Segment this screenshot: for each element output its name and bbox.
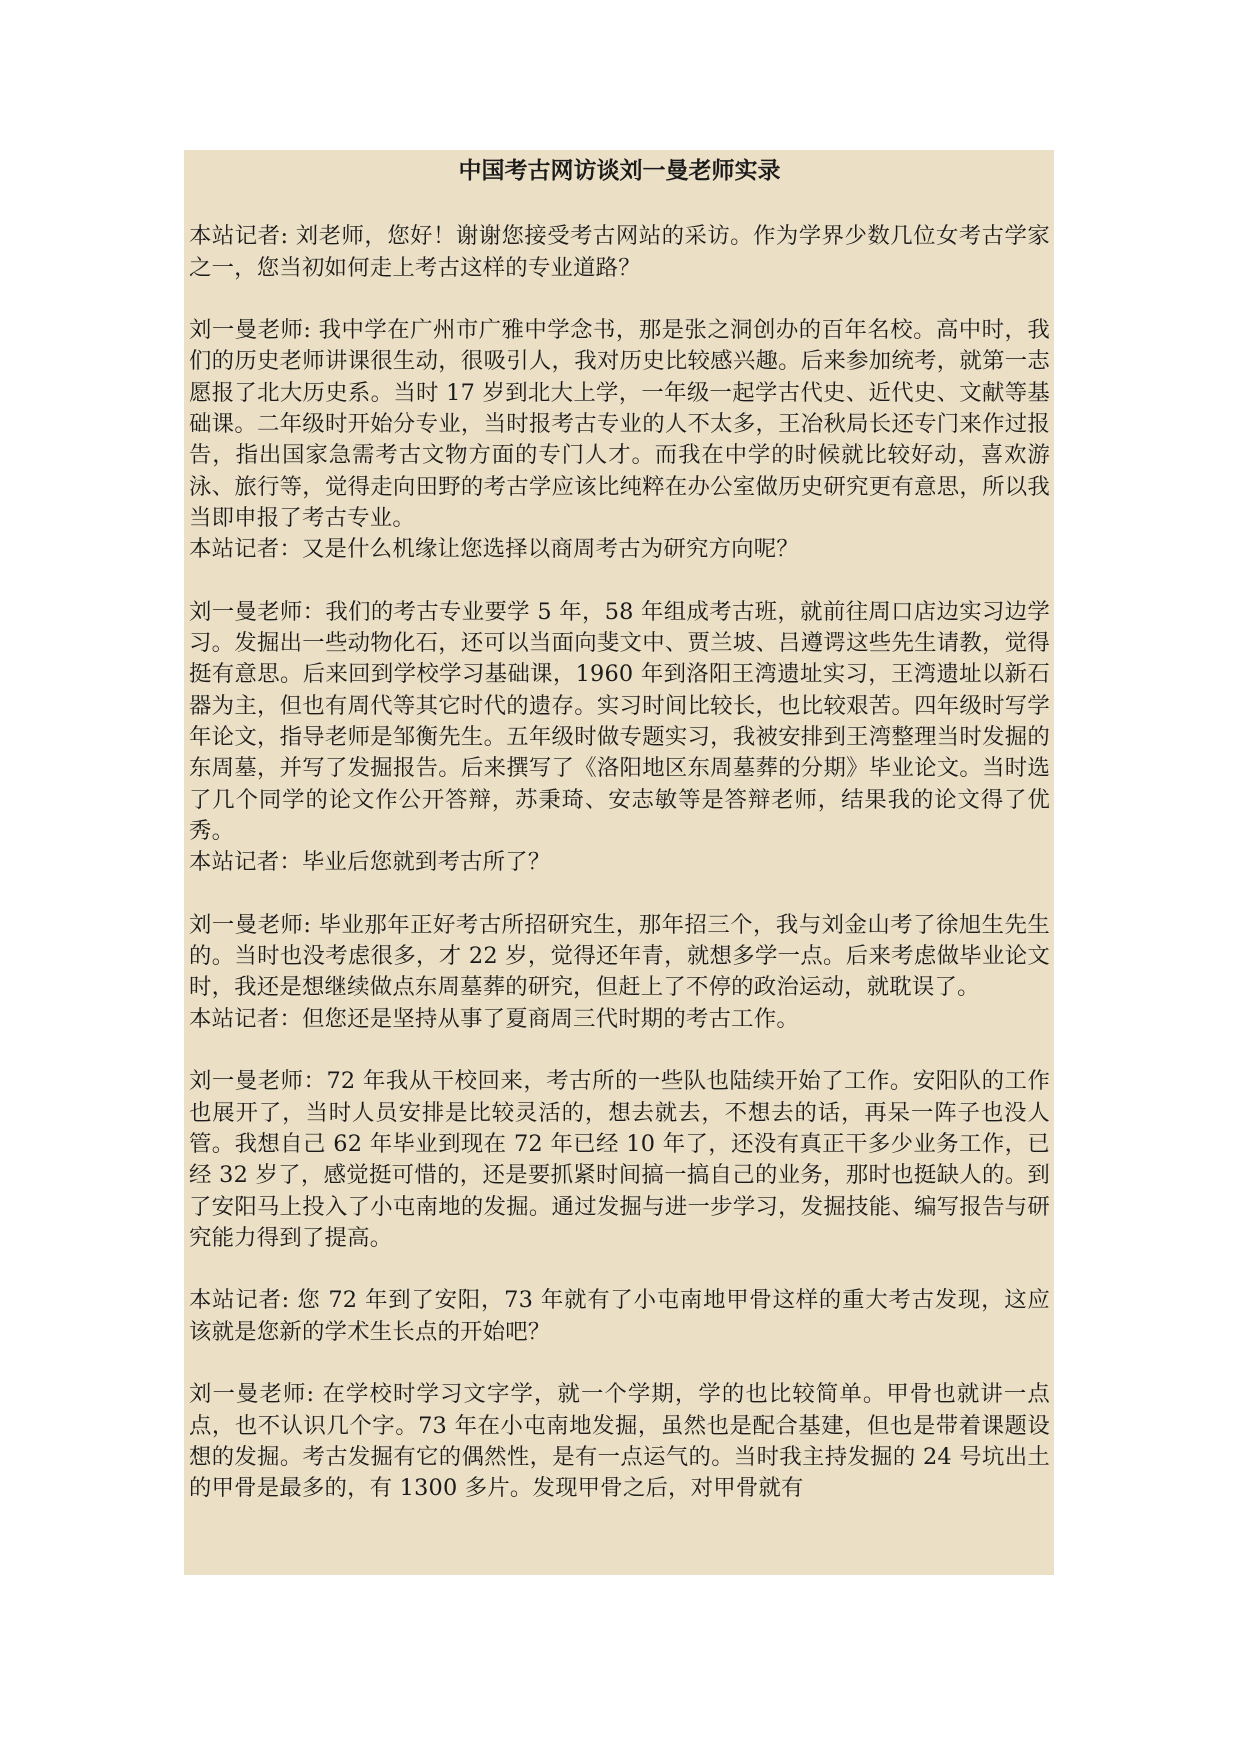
paragraph-gap — [189, 879, 1050, 910]
paragraph: 本站记者: 您 72 年到了安阳，73 年就有了小屯南地甲骨这样的重大考古发现，这应该就是您新的学术生长点的开始吧？ — [189, 1287, 1050, 1345]
paragraph-gap — [189, 1348, 1050, 1379]
document-body — [189, 190, 1050, 1504]
paragraph-gap — [189, 284, 1050, 315]
paragraph: 本站记者：又是什么机缘让您选择以商周考古为研究方向呢？ — [189, 536, 799, 563]
paragraph: 本站记者: 刘老师，您好！谢谢您接受考古网站的采访。作为学界少数几位女考古学家之一，您当初如何走上考古这样的专业道路？ — [189, 223, 1050, 281]
document-page — [184, 150, 1054, 1575]
paragraph-gap — [189, 566, 1050, 597]
document-title: 中国考古网访谈刘一曼老师实录 — [458, 157, 781, 184]
paragraph: 刘一曼老师: 在学校时学习文字学，就一个学期，学的也比较简单。甲骨也就讲一点点，也不认识几个字。73 年在小屯南地发掘，虽然也是配合基建，但也是带着课题设想的发掘。考古发掘有它的偶然性，是有一点运气的。当时我主持发掘的 24 号坑出土的甲骨是最多的，有 1300 多片。发现甲骨之后，对甲骨就有 — [189, 1381, 1050, 1502]
paragraph: 本站记者：但您还是坚持从事了夏商周三代时期的考古工作。 — [189, 1005, 799, 1032]
paragraph: 刘一曼老师：我们的考古专业要学 5 年，58 年组成考古班，就前往周口店边实习边学习。发掘出一些动物化石，还可以当面向斐文中、贾兰坡、吕遵谔这些先生请教，觉得挺有意思。后来回到学校学习基础课，1960 年到洛阳王湾遗址实习，王湾遗址以新石器为主，但也有周代等其它时代的遗存。实习时间比较长，也比较艰苦。四年级时写学年论文，指导老师是邹衡先生。五年级时做专题实习，我被安排到王湾整理当时发掘的东周墓，并写了发掘报告。后来撰写了《洛阳地区东周墓葬的分期》毕业论文。当时选了几个同学的论文作公开答辩，苏秉琦、安志敏等是答辩老师，结果我的论文得了优秀。 — [189, 598, 1050, 844]
paragraph: 刘一曼老师：72 年我从干校回来，考古所的一些队也陆续开始了工作。安阳队的工作也展开了，当时人员安排是比较灵活的，想去就去，不想去的话，再呆一阵子也没人管。我想自己 62 年毕业到现在 72 年已经 10 年了，还没有真正干多少业务工作，已经 32 岁了，感觉挺可惜的，还是要抓紧时间搞一搞自己的业务，那时也挺缺人的。到了安阳马上投入了小屯南地的发掘。通过发掘与进一步学习，发掘技能、编写报告与研究能力得到了提高。 — [189, 1068, 1050, 1251]
paragraph: 刘一曼老师: 我中学在广州市广雅中学念书，那是张之洞创办的百年名校。高中时，我们的历史老师讲课很生动，很吸引人，我对历史比较感兴趣。后来参加统考，就第一志愿报了北大历史系。当时 17 岁到北大上学，一年级一起学古代史、近代史、文献等基础课。二年级时开始分专业，当时报考古专业的人不太多，王冶秋局长还专门来作过报告，指出国家急需考古文物方面的专门人才。而我在中学的时候就比较好动，喜欢游泳、旅行等，觉得走向田野的考古学应该比纯粹在办公室做历史研究更有意思，所以我当即申报了考古专业。 — [189, 317, 1050, 531]
paragraph-gap — [189, 190, 1050, 221]
paragraph-gap — [189, 1254, 1050, 1285]
paragraph-gap — [189, 1035, 1050, 1066]
paragraph: 刘一曼老师: 毕业那年正好考古所招研究生，那年招三个，我与刘金山考了徐旭生先生的。当时也没考虑很多，才 22 岁，觉得还年青，就想多学一点。后来考虑做毕业论文时，我还是想继续做点东周墓葬的研究，但赶上了不停的政治运动，就耽误了。 — [189, 911, 1050, 1001]
paragraph: 本站记者：毕业后您就到考古所了？ — [189, 849, 551, 876]
